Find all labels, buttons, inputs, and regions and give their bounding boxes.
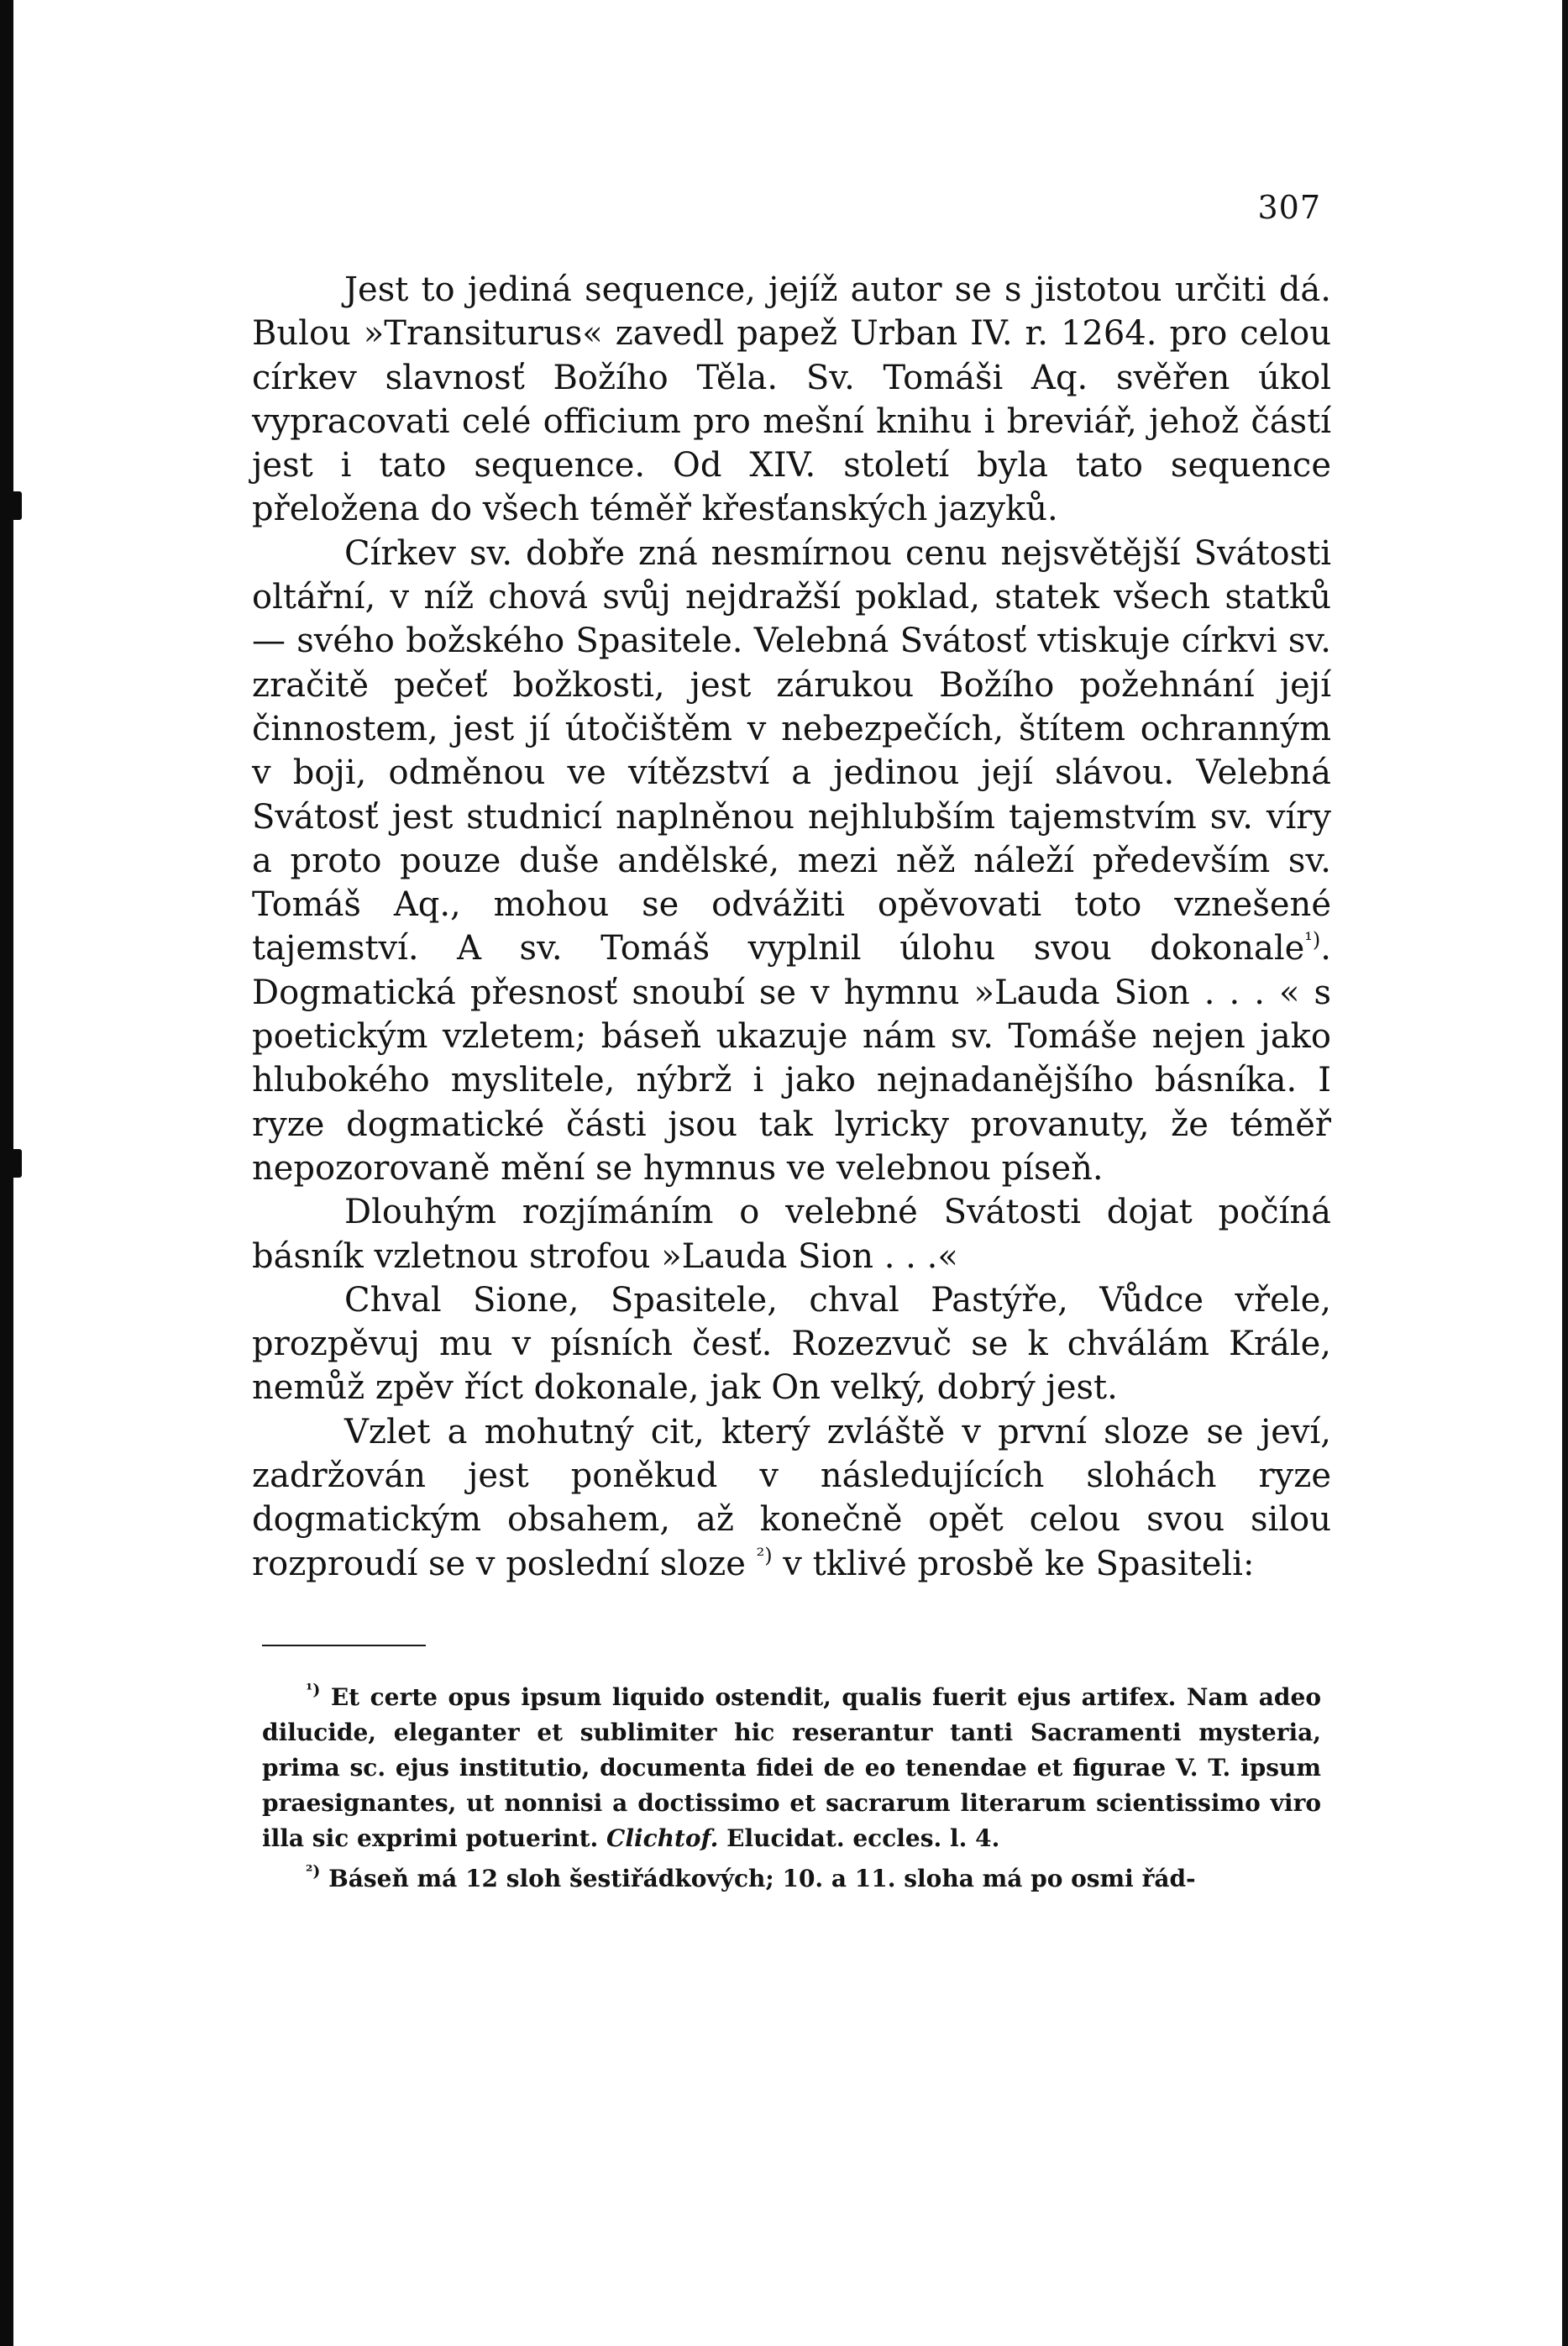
scan-mark [10,491,22,520]
paragraph [252,1410,1331,1586]
footnote-author: Clichtof. [606,1824,719,1852]
paragraph [252,1190,1331,1278]
footnote-text: Et certe opus ipsum liquido ostendit, qualis fuerit ejus artifex. Nam adeo dilucide, eleganter et sublimiter hic reserantur tanti Sacramenti mysteria, prima sc. ejus institutio, documenta fidei de eo tenendae et figurae V. T. ipsum praesignantes, ut nonnisi a doctissimo et sacrarum literarum scientissimo viro illa sic exprimi potuerint. [262,1682,1321,1852]
poem-stanza [252,1278,1331,1410]
page-number: 307 [1257,189,1321,226]
scan-edge-right [1562,0,1568,2346]
footnote-mark: ¹) [306,1680,321,1699]
footnote-reference: ¹) [1304,928,1321,953]
footnote-mark: ²) [306,1861,321,1881]
footnotes [252,1680,1331,1897]
paragraph [252,268,1331,532]
paragraph-text: Dlouhým rozjímáním o velebné Svátosti dojat počíná básník vzletnou strofou »Lauda Sion . . .« [252,1193,1331,1276]
footnote-divider [262,1645,426,1646]
paragraph-text: Církev sv. dobře zná nesmírnou cenu nejsvětější Svátosti oltářní, v níž chová svůj nejdražší poklad, statek všech statků — svého božského Spasitele. Velebná Svátosť vtiskuje církvi sv. zračitě pečeť božkosti, jest zárukou Božího požehnání její činnostem, jest jí útočištěm v nebezpečích, štítem ochranným v boji, odměnou ve vítězství a jedinou její slávou. Velebná Svátosť jest studnicí naplněnou nejhlubším tajemstvím sv. víry a proto pouze duše andělské, mezi něž náleží především sv. Tomáš Aq., mohou se odvážiti opěvovati toto vznešené tajemství. A sv. Tomáš vyplnil úlohu svou dokonale [252,533,1331,968]
footnote-text: Elucidat. eccles. l. 4. [726,1824,1000,1852]
footnote-reference: ²) [756,1543,773,1567]
book-page [252,189,1331,1902]
body-text [252,268,1331,1586]
paragraph-text: Jest to jediná sequence, jejíž autor se s jistotou určiti dá. Bulou »Transiturus« zavedl papež Urban IV. r. 1264. pro celou církev slavnosť Božího Těla. Sv. Tomáši Aq. svěřen úkol vypracovati celé officium pro mešní knihu i breviář, jehož částí jest i tato sequence. Od XIV. století byla tato sequence přeložena do všech téměř křesťanských jazyků. [252,270,1331,529]
footnote [262,1861,1321,1897]
scan-mark [10,1149,22,1178]
footnote-text: Báseň má 12 sloh šestiřádkových; 10. a 11. sloha má po osmi řád- [328,1864,1196,1892]
paragraph [252,532,1331,1190]
paragraph-text: v tklivé prosbě ke Spasiteli: [772,1544,1255,1583]
footnote [262,1680,1321,1856]
poem-text: Chval Sione, Spasitele, chval Pastýře, Vůdce vřele, prozpěvuj mu v písních česť. Rozezvuč se k chválám Krále, nemůž zpěv říct dokonale, jak On velký, dobrý jest. [252,1280,1331,1408]
paragraph-text: Vzlet a mohutný cit, který zvláště v první sloze se jeví, zadržován jest poněkud v následujících slohách ryze dogmatickým obsahem, až konečně opět celou svou silou rozproudí se v poslední sloze [252,1412,1331,1583]
paragraph-text: . Dogmatická přesnosť snoubí se v hymnu »Lauda Sion . . . « s poetickým vzletem; báseň ukazuje nám sv. Tomáše nejen jako hlubokého myslitele, nýbrž i jako nejnadanějšího básníka. I ryze dogmatické části jsou tak lyricky provanuty, že téměř nepozorovaně mění se hymnus ve velebnou píseň. [252,929,1331,1188]
